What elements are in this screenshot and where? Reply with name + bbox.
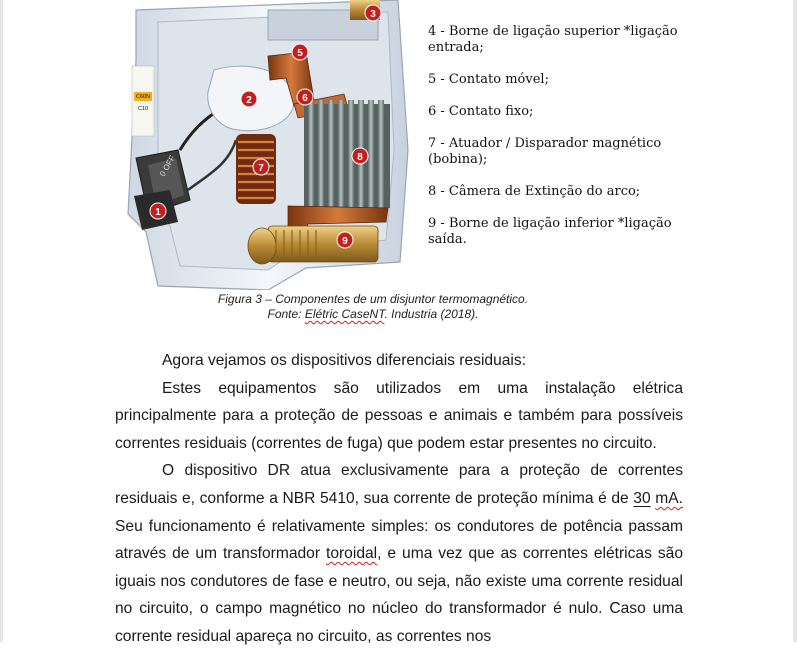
legend-item-4: 4 - Borne de ligação superior *ligação entrada; — [428, 24, 678, 55]
svg-text:7: 7 — [258, 163, 264, 174]
marker-9 — [337, 232, 353, 248]
breaker-illustration — [118, 0, 420, 290]
paragraph-intro: Agora vejamos os dispositivos diferenciais residuais: — [162, 352, 527, 369]
page-edge-left — [0, 0, 3, 642]
p3-text-a: O dispositivo DR atua exclusivamente para a proteção de correntes residuais e, conforme a NBR 5410, sua corrente de proteção mínima é de — [115, 462, 683, 507]
figure-caption — [118, 292, 628, 322]
device-label-rating: C10 — [137, 106, 149, 112]
svg-text:9: 9 — [342, 236, 348, 247]
paragraph-equipment: Estes equipamentos são utilizados em uma instalação elétrica principalmente para a proteção de pessoas e animais e também para possíveis correntes residuais (correntes de fuga) que podem estar presentes no circuito. — [115, 379, 683, 452]
marker-6 — [297, 89, 313, 105]
svg-text:6: 6 — [302, 93, 308, 104]
legend-item-7: 7 - Atuador / Disparador magnético (bobina); — [428, 136, 662, 167]
figure-legend — [428, 24, 690, 248]
marker-7 — [253, 159, 269, 175]
legend-item-8: 8 - Câmera de Extinção do arco; — [428, 184, 641, 199]
caption-source-name: Elétric CaseNT — [304, 307, 385, 321]
caption-source — [118, 307, 628, 322]
marker-2 — [241, 91, 257, 107]
paragraph-dr-device — [115, 457, 683, 650]
caption-source-prefix: Fonte: — [267, 307, 305, 321]
marker-1 — [150, 203, 166, 219]
device-label-model: C60N — [135, 94, 151, 100]
marker-3 — [365, 5, 381, 21]
breaker-cutaway-figure — [118, 0, 420, 290]
caption-source-suffix: . Industria (2018). — [384, 307, 479, 321]
p3-current-value: 30 — [633, 489, 651, 507]
svg-text:3: 3 — [370, 9, 376, 20]
svg-text:2: 2 — [246, 95, 252, 106]
page-edge-right — [793, 0, 797, 642]
marker-8 — [352, 148, 368, 164]
p3-toroidal-word: toroidal — [325, 545, 378, 563]
p3-text-b: Seu funcionamento é relativamente simples: os condutores de potência passam através de um transformador — [115, 517, 683, 563]
marker-5 — [292, 44, 308, 60]
svg-text:8: 8 — [357, 152, 363, 163]
svg-text:5: 5 — [297, 48, 303, 59]
legend-item-9: 9 - Borne de ligação inferior *ligação saída. — [428, 216, 672, 247]
legend-item-6: 6 - Contato fixo; — [428, 104, 534, 119]
p3-text-c: , e uma vez que as correntes elétricas são iguais nos condutores de fase e neutro, ou seja, não existe uma corrente residual no circuito, o campo magnético no núcleo do transformador é nulo. Caso uma corrente residual apareça no circuito, as correntes nos — [115, 545, 683, 645]
document-body — [115, 347, 683, 651]
svg-text:1: 1 — [155, 207, 161, 218]
caption-title: Figura 3 – Componentes de um disjuntor termomagnético. — [217, 292, 529, 306]
p3-current-unit: mA. — [655, 489, 683, 507]
legend-item-5: 5 - Contato móvel; — [428, 72, 549, 87]
lever-off-text: 0 OFF — [157, 153, 178, 178]
